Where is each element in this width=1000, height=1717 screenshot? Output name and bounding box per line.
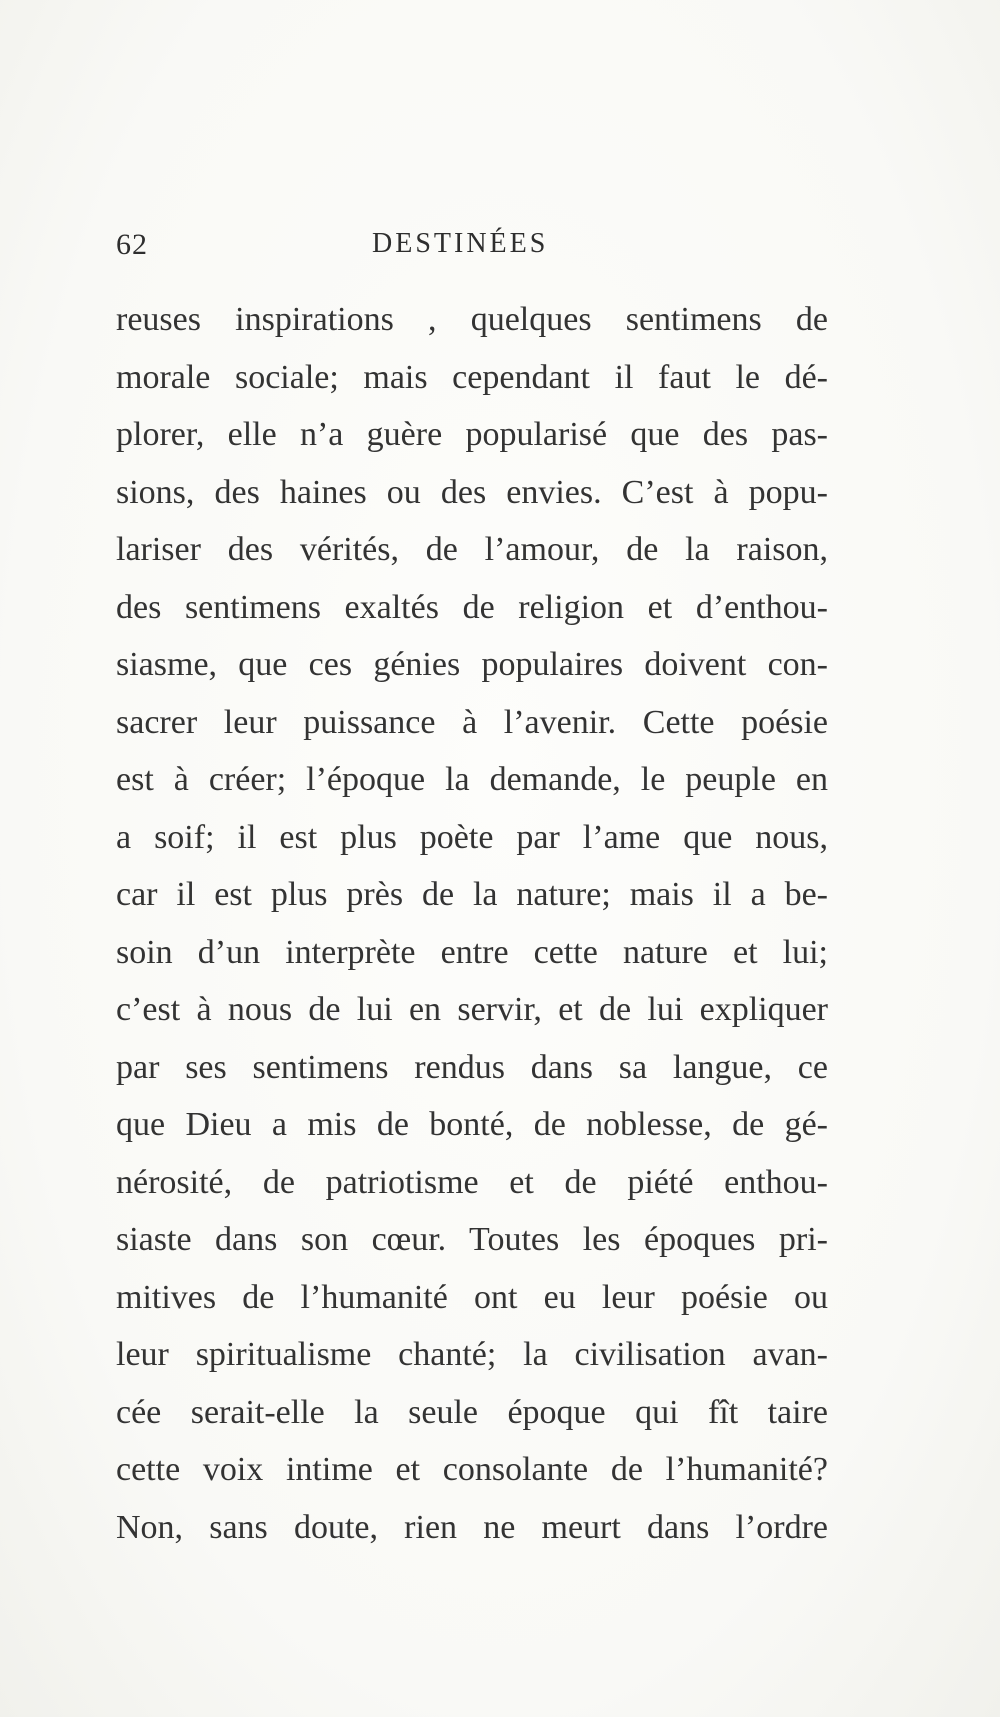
text-line: plorer, elle n’a guère popularisé que des pas- bbox=[116, 416, 828, 453]
text-line: sions, des haines ou des envies. C’est à popu- bbox=[116, 473, 828, 511]
text-line: lariser des vérités, de l’amour, de la raison, bbox=[116, 531, 828, 568]
page-header bbox=[116, 228, 828, 268]
text-line: morale sociale; mais cependant il faut le dé- bbox=[116, 358, 828, 396]
text-line: des sentimens exaltés de religion et d’enthou- bbox=[116, 588, 828, 626]
text-line: a soif; il est plus poète par l’ame que nous, bbox=[116, 818, 828, 856]
text-line: nérosité, de patriotisme et de piété enthou- bbox=[116, 1163, 828, 1201]
text-line: car il est plus près de la nature; mais il a be- bbox=[116, 876, 828, 913]
text-line: c’est à nous de lui en servir, et de lui expliquer bbox=[116, 991, 828, 1028]
body-text bbox=[116, 291, 828, 1556]
running-title: DESTINÉES bbox=[372, 228, 549, 259]
text-line: soin d’un interprète entre cette nature et lui; bbox=[116, 933, 828, 971]
text-line: sacrer leur puissance à l’avenir. Cette poésie bbox=[116, 703, 828, 741]
text-line: leur spiritualisme chanté; la civilisation avan- bbox=[116, 1336, 828, 1373]
page-number: 62 bbox=[116, 228, 148, 261]
text-line: que Dieu a mis de bonté, de noblesse, de gé- bbox=[116, 1106, 828, 1143]
text-line: siaste dans son cœur. Toutes les époques pri- bbox=[116, 1221, 828, 1258]
text-line: reuses inspirations , quelques sentimens de bbox=[116, 301, 828, 338]
text-line: cée serait-elle la seule époque qui fît taire bbox=[116, 1393, 828, 1431]
text-line: Non, sans doute, rien ne meurt dans l’ordre bbox=[116, 1508, 828, 1546]
text-line: cette voix intime et consolante de l’humanité? bbox=[116, 1451, 828, 1488]
text-line: est à créer; l’époque la demande, le peuple en bbox=[116, 761, 828, 798]
text-line: siasme, que ces génies populaires doivent con- bbox=[116, 646, 828, 683]
text-line: mitives de l’humanité ont eu leur poésie ou bbox=[116, 1278, 828, 1316]
text-line: par ses sentimens rendus dans sa langue, ce bbox=[116, 1048, 828, 1086]
